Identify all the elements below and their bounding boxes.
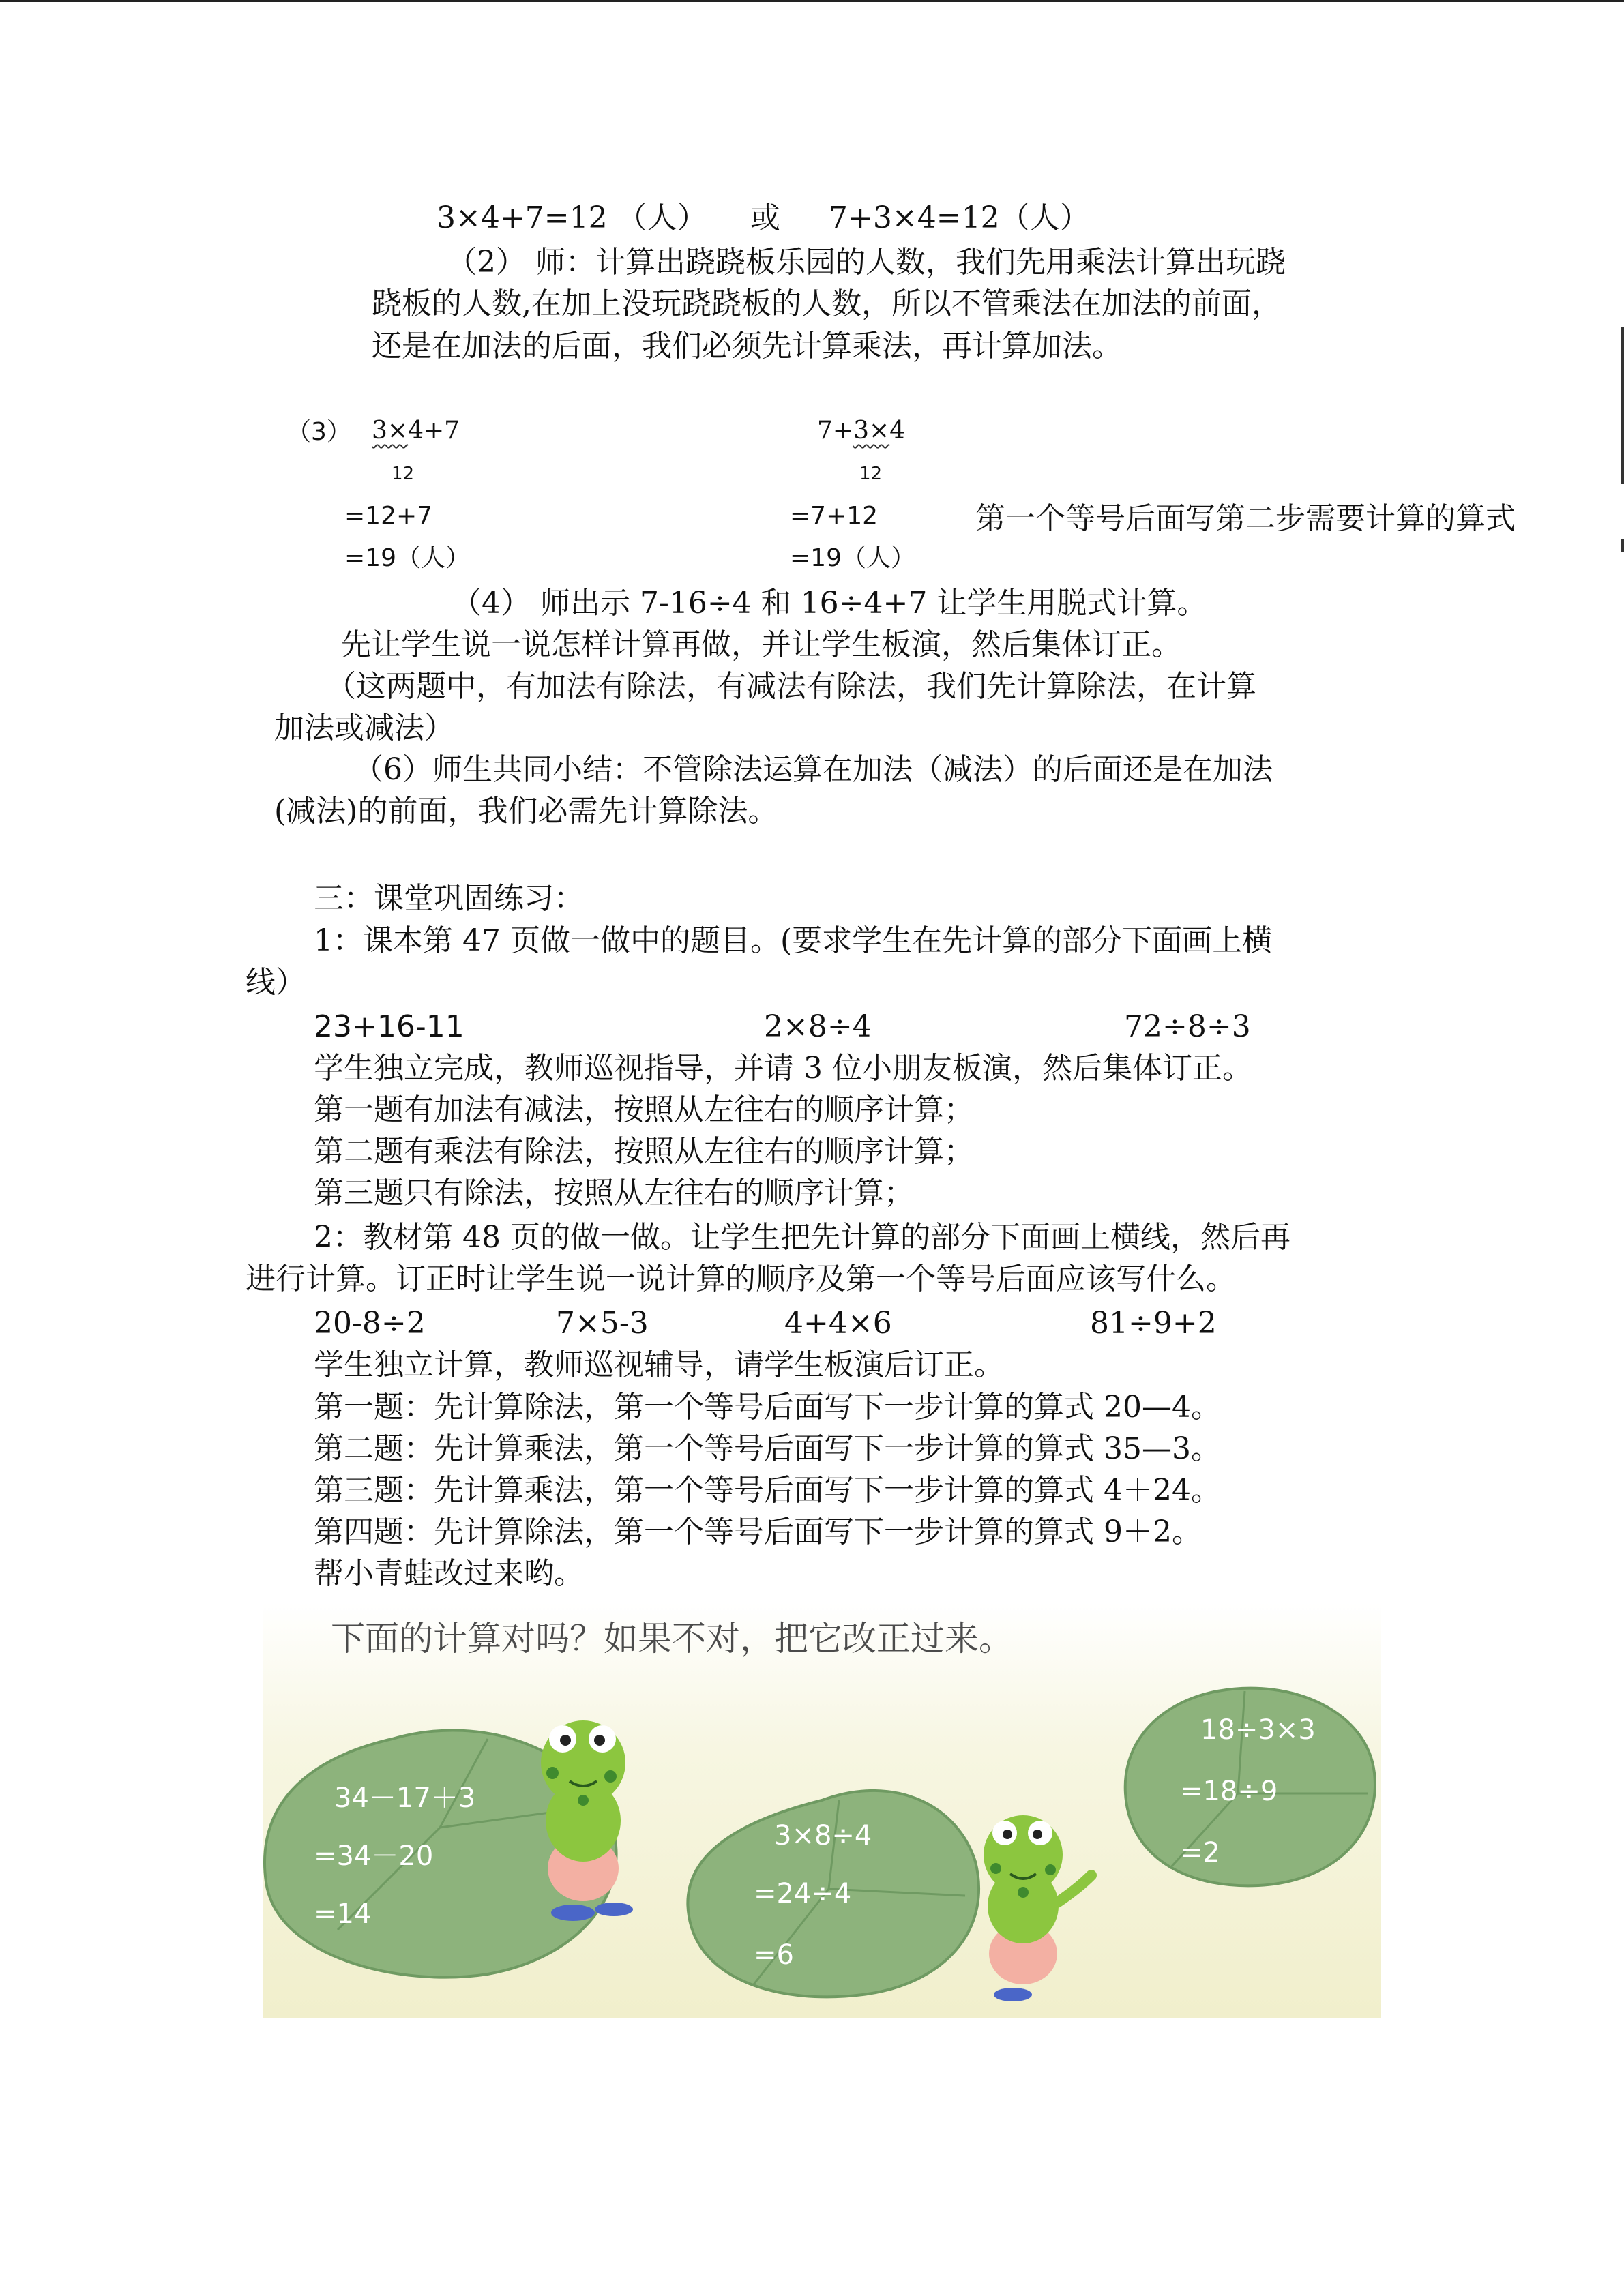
expression-rest: 4+7 bbox=[408, 417, 460, 445]
exercise-2-p3: 4+4×6 bbox=[784, 1306, 892, 1341]
line-19: 进行计算。订正时让学生说一说计算的顺序及第一个等号后面应该写什么。 bbox=[246, 1262, 1236, 1296]
line-18: 2：教材第 48 页的做一做。让学生把先计算的部分下面画上横线，然后再 bbox=[314, 1220, 1290, 1255]
line-08: 加法或减法） bbox=[274, 711, 454, 745]
expression-rest: 4 bbox=[889, 417, 906, 445]
illustration-banner: 下面的计算对吗？如果不对，把它改正过来。 bbox=[331, 1619, 1013, 1658]
underlined-first-step: 3× bbox=[372, 417, 409, 445]
line-20: 学生独立计算，教师巡视辅导，请学生板演后订正。 bbox=[314, 1347, 1004, 1382]
exercise-1-q3: 72÷8÷3 bbox=[1124, 1009, 1251, 1044]
example-3-left-expression bbox=[372, 416, 460, 446]
line-06: 先让学生说一说怎样计算再做，并让学生板演，然后集体订正。 bbox=[341, 627, 1181, 662]
pad-3-line-1: 18÷3×3 bbox=[1200, 1714, 1316, 1746]
pad-2-line-1: 3×8÷4 bbox=[774, 1820, 872, 1851]
section-3-heading: 三：课堂巩固练习： bbox=[314, 881, 584, 916]
pad-3-line-2: =18÷9 bbox=[1180, 1776, 1278, 1807]
line-01-a: 3×4+7=12 （人） bbox=[437, 200, 707, 235]
margin-mark bbox=[1621, 327, 1624, 484]
line-04: 还是在加法的后面，我们必须先计算乘法，再计算加法。 bbox=[372, 329, 1122, 363]
example-3-note: 第一个等号后面写第二步需要计算的算式 bbox=[975, 501, 1516, 536]
lily-pad-illustration bbox=[263, 1602, 1381, 2018]
example-3-left-step2: =19（人） bbox=[344, 544, 470, 572]
line-21: 第一题：先计算除法，第一个等号后面写下一步计算的算式 20—4。 bbox=[314, 1390, 1221, 1425]
line-13: 线） bbox=[246, 965, 306, 1000]
line-03: 跷板的人数,在加上没玩跷跷板的人数，所以不管乘法在加法的前面， bbox=[372, 286, 1282, 321]
line-16: 第二题有乘法有除法，按照从左往右的顺序计算； bbox=[314, 1134, 974, 1169]
line-14: 学生独立完成，教师巡视指导，并请 3 位小朋友板演，然后集体订正。 bbox=[314, 1051, 1252, 1086]
line-25: 帮小青蛙改过来哟。 bbox=[314, 1556, 584, 1591]
line-17: 第三题只有除法，按照从左往右的顺序计算； bbox=[314, 1176, 914, 1210]
line-07: （这两题中，有加法有除法，有减法有除法，我们先计算除法，在计算 bbox=[326, 669, 1256, 704]
line-02: （2） 师：计算出跷跷板乐园的人数，我们先用乘法计算出玩跷 bbox=[447, 245, 1286, 280]
pad-1-line-1: 34－17＋3 bbox=[334, 1783, 476, 1814]
margin-mark-small bbox=[1621, 539, 1624, 552]
line-01-c: 7+3×4=12（人） bbox=[829, 200, 1090, 235]
example-3-right-step1: =7+12 bbox=[790, 502, 879, 530]
illustration-svg bbox=[263, 1602, 1381, 2018]
example-3-right-expression bbox=[817, 416, 905, 446]
line-09: （6）师生共同小结：不管除法运算在加法（减法）的后面还是在加法 bbox=[353, 752, 1273, 787]
line-23: 第三题：先计算乘法，第一个等号后面写下一步计算的算式 4＋24。 bbox=[314, 1473, 1221, 1508]
example-3-right-subresult: 12 bbox=[859, 464, 883, 484]
example-3-right-step2: =19（人） bbox=[790, 544, 915, 572]
line-05: （4） 师出示 7-16÷4 和 16÷4+7 让学生用脱式计算。 bbox=[452, 586, 1207, 621]
line-15: 第一题有加法有减法，按照从左往右的顺序计算； bbox=[314, 1092, 974, 1127]
line-12: 1：课本第 47 页做一做中的题目。(要求学生在先计算的部分下面画上横 bbox=[314, 923, 1273, 958]
expression-pre: 7+ bbox=[817, 417, 854, 445]
underlined-first-step: 3× bbox=[853, 417, 890, 445]
pad-1-line-3: =14 bbox=[314, 1898, 372, 1930]
pad-3-line-3: =2 bbox=[1180, 1837, 1220, 1868]
example-3-left-subresult: 12 bbox=[392, 464, 415, 484]
exercise-2-p1: 20-8÷2 bbox=[314, 1306, 426, 1341]
exercise-1-q2: 2×8÷4 bbox=[764, 1009, 872, 1044]
line-10: (减法)的前面，我们必需先计算除法。 bbox=[274, 794, 778, 829]
exercise-1-q1: 23+16-11 bbox=[314, 1009, 464, 1044]
pad-2-line-2: =24÷4 bbox=[754, 1878, 852, 1909]
line-01-b: 或 bbox=[750, 200, 780, 235]
pad-1-line-2: =34－20 bbox=[314, 1840, 434, 1872]
line-24: 第四题：先计算除法，第一个等号后面写下一步计算的算式 9＋2。 bbox=[314, 1515, 1202, 1549]
line-22: 第二题：先计算乘法，第一个等号后面写下一步计算的算式 35—3。 bbox=[314, 1431, 1221, 1466]
exercise-2-p2: 7×5-3 bbox=[556, 1306, 649, 1341]
example-3-left-step1: =12+7 bbox=[344, 502, 433, 530]
pad-2-line-3: =6 bbox=[754, 1939, 794, 1971]
example-3-label: （3） bbox=[286, 418, 351, 446]
lily-pad-3 bbox=[1125, 1688, 1375, 1886]
exercise-2-p4: 81÷9+2 bbox=[1090, 1306, 1217, 1341]
